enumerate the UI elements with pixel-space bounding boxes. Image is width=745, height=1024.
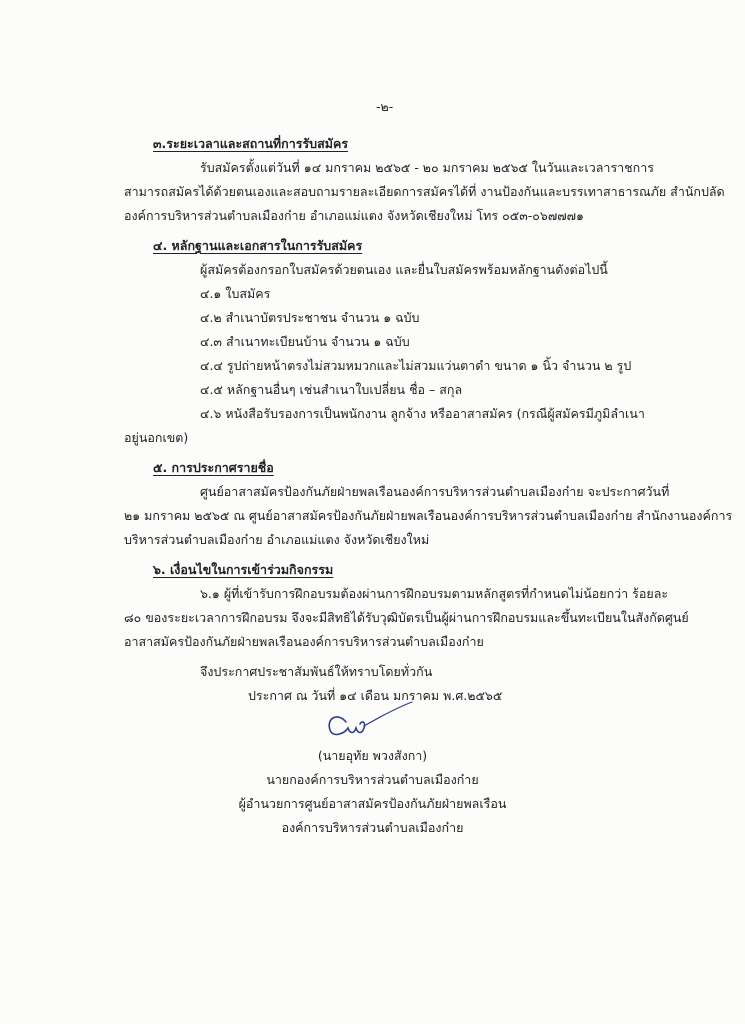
section-4-item-6: ๔.๖ หนังสือรับรองการเป็นพนักงาน ลูกจ้าง หรืออาสาสมัคร (กรณีผู้สมัครมีภูมิลำเนา <box>200 406 645 421</box>
signature-image <box>318 700 418 742</box>
section-6-line-1: ๖.๑ ผู้ที่เข้ารับการฝึกอบรมต้องผ่านการฝึกอบรมตามหลักสูตรที่กำหนดไม่น้อยกว่า ร้อยละ <box>200 586 669 601</box>
section-6-heading: ๖. เงื่อนไขในการเข้าร่วมกิจกรรม <box>153 562 334 577</box>
signatory-title-3: องค์การบริหารส่วนตำบลเมืองก๋าย <box>281 820 464 835</box>
section-4-item-3: ๔.๓ สำเนาทะเบียนบ้าน จำนวน ๑ ฉบับ <box>200 334 410 349</box>
closing-announcement: จึงประกาศประชาสัมพันธ์ให้ทราบโดยทั่วกัน <box>200 664 433 679</box>
section-6-line-2: ๘๐ ของระยะเวลาการฝึกอบรม จึงจะมีสิทธิได้รับวุฒิบัตรเป็นผู้ผ่านการฝึกอบรมและขึ้นทะเบียนในสังกัดศูนย์ <box>124 610 689 625</box>
section-3-line-3: องค์การบริหารส่วนตำบลเมืองก๋าย อำเภอแม่แตง จังหวัดเชียงใหม่ โทร ๐๕๓-๐๖๗๗๗๑ <box>124 208 584 223</box>
section-4-continuation: อยู่นอกเขต) <box>124 430 189 445</box>
section-6-line-3: อาสาสมัครป้องกันภัยฝ่ายพลเรือนองค์การบริหารส่วนตำบลเมืองก๋าย <box>124 634 484 649</box>
section-3-heading: ๓.ระยะเวลาและสถานที่การรับสมัคร <box>153 136 349 151</box>
section-4-intro: ผู้สมัครต้องกรอกใบสมัครด้วยตนเอง และยื่นใบสมัครพร้อมหลักฐานดังต่อไปนี้ <box>200 262 608 277</box>
section-4-item-1: ๔.๑ ใบสมัคร <box>200 286 271 301</box>
signatory-title-2: ผู้อำนวยการศูนย์อาสาสมัครป้องกันภัยฝ่ายพลเรือน <box>238 796 507 811</box>
section-4-heading: ๔. หลักฐานและเอกสารในการรับสมัคร <box>153 238 363 253</box>
section-5-line-2: ๒๑ มกราคม ๒๕๖๕ ณ ศูนย์อาสาสมัครป้องกันภัยฝ่ายพลเรือนองค์การบริหารส่วนตำบลเมืองก๋าย สำนักงานองค์การ <box>124 508 733 523</box>
signatory-name: (นายอุทัย พวงสังกา) <box>317 748 428 763</box>
signatory-title-1: นายกองค์การบริหารส่วนตำบลเมืองก๋าย <box>266 772 479 787</box>
section-4-item-2: ๔.๒ สำเนาบัตรประชาชน จำนวน ๑ ฉบับ <box>200 310 420 325</box>
section-5-line-3: บริหารส่วนตำบลเมืองก๋าย อำเภอแม่แตง จังหวัดเชียงใหม่ <box>124 532 430 547</box>
section-3-line-2: สามารถสมัครได้ด้วยตนเองและสอบถามรายละเอียดการสมัครได้ที่ งานป้องกันและบรรเทาสาธารณภัย สำนักปลัด <box>124 184 725 199</box>
announcement-date: ประกาศ ณ วันที่ ๑๔ เดือน มกราคม พ.ศ.๒๕๖๕ <box>248 688 503 703</box>
section-5-line-1: ศูนย์อาสาสมัครป้องกันภัยฝ่ายพลเรือนองค์การบริหารส่วนตำบลเมืองก๋าย จะประกาศวันที่ <box>200 484 670 499</box>
section-4-item-5: ๔.๕ หลักฐานอื่นๆ เช่นสำเนาใบเปลี่ยน ชื่อ – สกุล <box>200 382 463 397</box>
page-number: -๒- <box>376 99 394 114</box>
section-3-line-1: รับสมัครตั้งแต่วันที่ ๑๔ มกราคม ๒๕๖๕ - ๒๐ มกราคม ๒๕๖๕ ในวันและเวลาราชการ <box>200 160 654 175</box>
section-4-item-4: ๔.๔ รูปถ่ายหน้าตรงไม่สวมหมวกและไม่สวมแว่นตาดำ ขนาด ๑ นิ้ว จำนวน ๒ รูป <box>200 358 632 373</box>
section-5-heading: ๕. การประกาศรายชื่อ <box>153 460 274 475</box>
